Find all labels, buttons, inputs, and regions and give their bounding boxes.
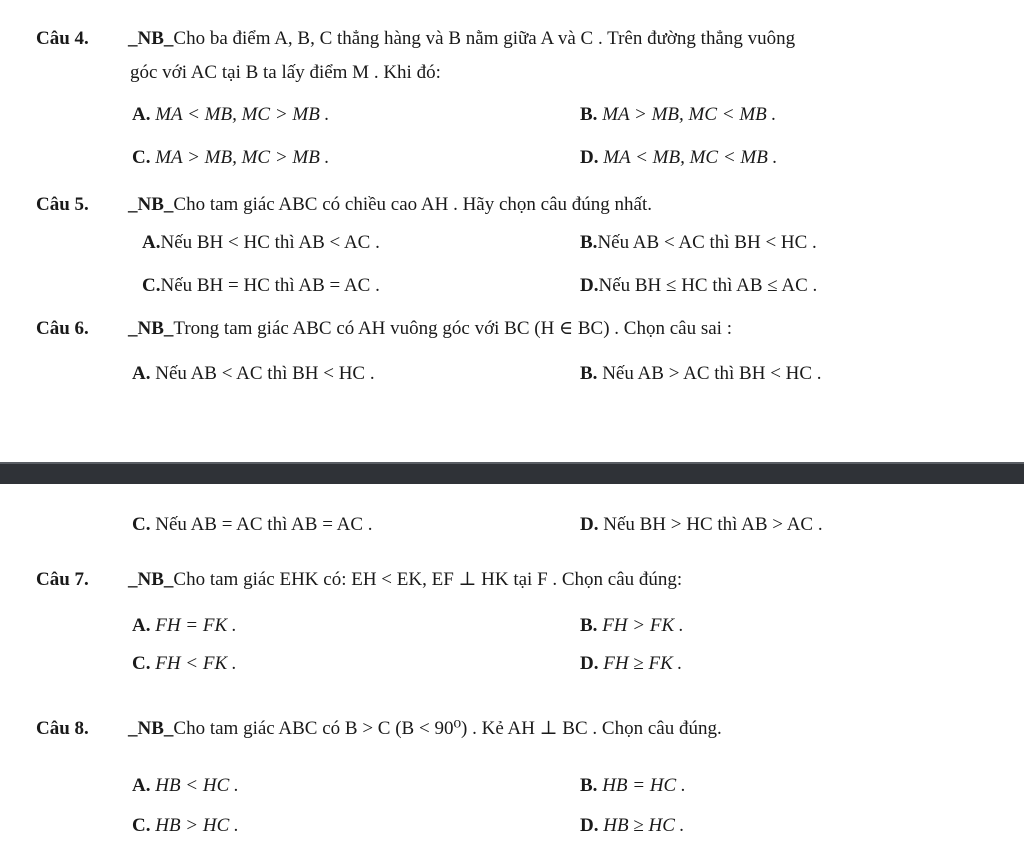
question-4-tag: _NB_: [128, 28, 174, 49]
question-4-number: Câu 4.: [36, 28, 89, 49]
question-6-line1: Trong tam giác ABC có AH vuông góc với BC (H ∈ BC) . Chọn câu sai :: [173, 318, 732, 339]
question-5-option-b: B.Nếu AB < AC thì BH < HC .: [580, 232, 817, 253]
question-6-number: Câu 6.: [36, 318, 89, 339]
question-8-line1: Cho tam giác ABC có B > C (B < 90⁰) . Kẻ AH ⊥ BC . Chọn câu đúng.: [173, 718, 722, 739]
question-8-option-a: A. HB < HC .: [132, 775, 239, 796]
question-4-line2: góc với AC tại B ta lấy điểm M . Khi đó:: [130, 62, 441, 83]
question-6-text: [128, 317, 732, 341]
question-7-option-c: C. FH < FK .: [132, 653, 237, 674]
question-7-option-d: D. FH ≥ FK .: [580, 653, 683, 674]
question-5-text: [128, 193, 652, 217]
question-8-option-c: C. HB > HC .: [132, 815, 239, 836]
question-6-option-c: C. Nếu AB = AC thì AB = AC .: [132, 514, 373, 535]
question-5-option-a: A.Nếu BH < HC thì AB < AC .: [142, 232, 380, 253]
question-7-line1: Cho tam giác EHK có: EH < EK, EF ⊥ HK tại F . Chọn câu đúng:: [173, 569, 683, 590]
question-4-option-d: D. MA < MB, MC < MB .: [580, 147, 778, 168]
question-5-option-c: C.Nếu BH = HC thì AB = AC .: [142, 275, 380, 296]
question-4-option-c: C. MA > MB, MC > MB .: [132, 147, 330, 168]
question-7-tag: _NB_: [128, 569, 174, 590]
question-5-option-d: D.Nếu BH ≤ HC thì AB ≤ AC .: [580, 275, 818, 296]
question-4-option-a: A. MA < MB, MC > MB .: [132, 104, 330, 125]
question-4-option-b: B. MA > MB, MC < MB .: [580, 104, 777, 125]
question-8-option-b: B. HB = HC .: [580, 775, 686, 796]
question-8-tag: _NB_: [128, 718, 174, 739]
question-5-tag: _NB_: [128, 194, 174, 215]
question-6-option-a: A. Nếu AB < AC thì BH < HC .: [132, 363, 375, 384]
question-7-option-b: B. FH > FK .: [580, 615, 684, 636]
question-8-text: [128, 717, 722, 741]
question-7-option-a: A. FH = FK .: [132, 615, 237, 636]
question-7-number: Câu 7.: [36, 569, 89, 590]
question-6-option-b: B. Nếu AB > AC thì BH < HC .: [580, 363, 822, 384]
question-8-number: Câu 8.: [36, 718, 89, 739]
question-5-number: Câu 5.: [36, 194, 89, 215]
question-4-text: [128, 27, 795, 51]
page-divider: [0, 462, 1024, 484]
question-6-tag: _NB_: [128, 318, 174, 339]
question-5-line1: Cho tam giác ABC có chiều cao AH . Hãy chọn câu đúng nhất.: [173, 194, 652, 215]
question-6-option-d: D. Nếu BH > HC thì AB > AC .: [580, 514, 823, 535]
question-4-line1: Cho ba điểm A, B, C thẳng hàng và B nằm giữa A và C . Trên đường thẳng vuông: [173, 28, 796, 49]
question-8-option-d: D. HB ≥ HC .: [580, 815, 685, 836]
question-7-text: [128, 568, 682, 592]
